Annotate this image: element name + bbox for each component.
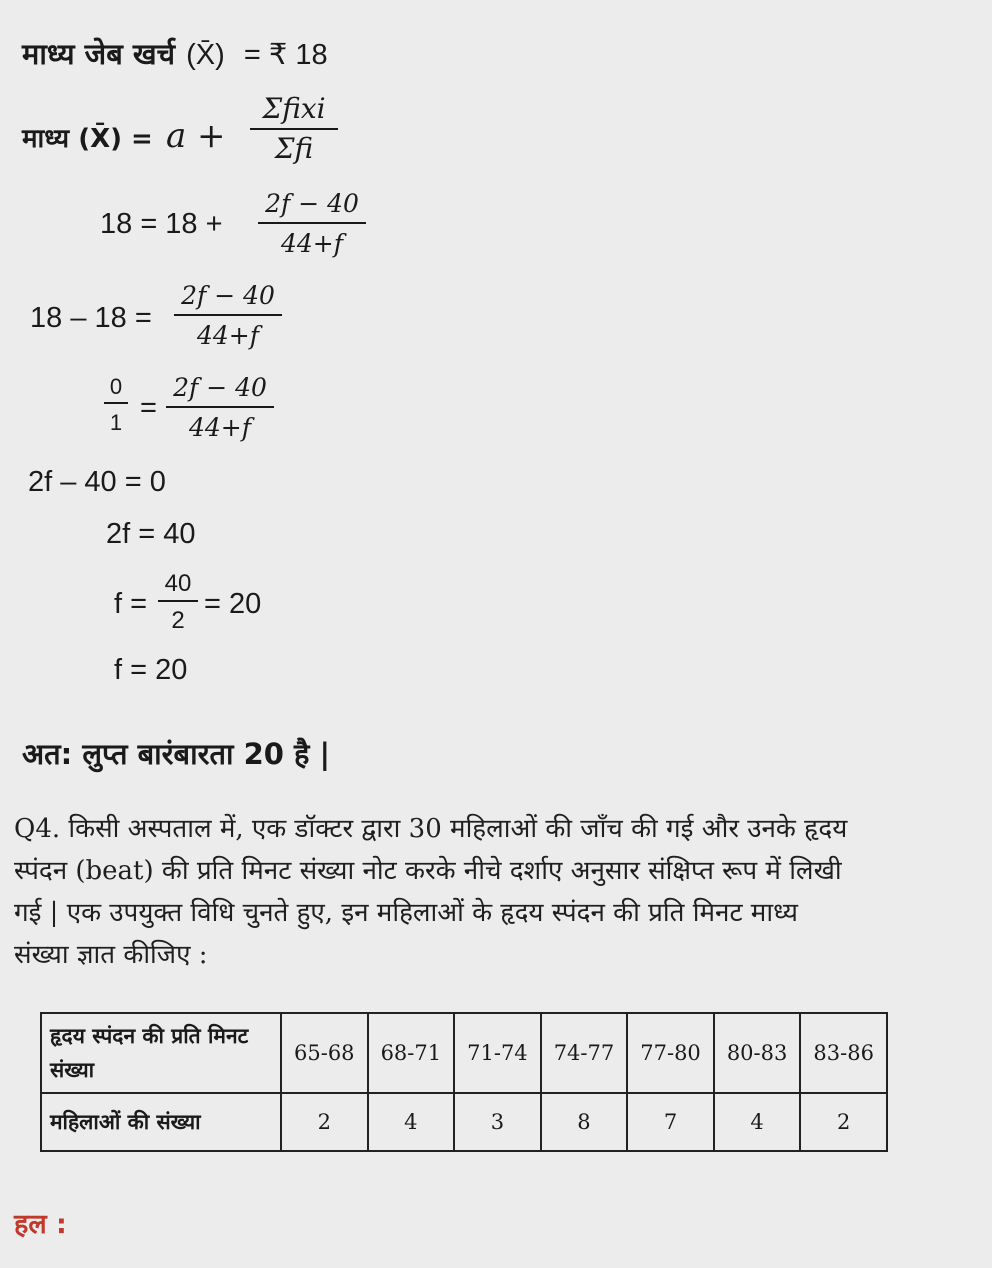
step3-numerator: 2f − 40: [173, 373, 267, 402]
step5: 2f = 40: [106, 518, 196, 550]
mean-formula-lhs: [22, 116, 226, 156]
table-row: [41, 1093, 887, 1151]
step4: 2f – 40 = 0: [28, 466, 166, 498]
mean-label: माध्य जेब खर्च: [22, 37, 175, 71]
formula-label: माध्य (X̄) =: [22, 124, 153, 154]
class-interval: 80-83: [714, 1013, 801, 1093]
frequency-cell: 2: [800, 1093, 887, 1151]
frequency-table: [40, 1012, 888, 1152]
xbar-symbol: (X̄): [186, 39, 225, 71]
step1-lhs: 18 = 18 +: [100, 208, 223, 240]
step6-numerator: 40: [164, 570, 192, 597]
step2-denominator: 44+f: [196, 321, 259, 350]
step3-left-fraction: [104, 372, 128, 442]
step6-fraction: [158, 568, 198, 640]
frequency-cell: 2: [281, 1093, 368, 1151]
class-interval: 65-68: [281, 1013, 368, 1093]
step2-numerator: 2f − 40: [181, 281, 275, 310]
question-line: संख्या ज्ञात कीजिए :: [14, 940, 208, 970]
step3-equals: =: [140, 392, 157, 424]
heartbeat-header: हृदय स्पंदन की प्रति मिनट संख्या: [41, 1013, 281, 1093]
formula-fraction: [250, 90, 338, 168]
class-interval: 68-71: [368, 1013, 455, 1093]
step1-fraction: [258, 186, 366, 264]
question-line: Q4. किसी अस्पताल में, एक डॉक्टर द्वारा 30 महिलाओं की जाँच की गई और उनके हृदय: [14, 814, 848, 844]
step3-left-numerator: 0: [109, 374, 123, 399]
class-interval: 77-80: [627, 1013, 714, 1093]
formula-numerator: Σfixi: [262, 92, 326, 125]
frequency-cell: 3: [454, 1093, 541, 1151]
step6-denominator: 2: [171, 607, 185, 634]
formula-a: a +: [165, 116, 226, 156]
question-line: स्पंदन (beat) की प्रति मिनट संख्या नोट करके नीचे दर्शाए अनुसार संक्षिप्त रूप में लिखी: [14, 856, 842, 886]
women-count-header: महिलाओं की संख्या: [41, 1093, 281, 1151]
conclusion: अत: लुप्त बारंबारता 20 है |: [22, 737, 331, 771]
frequency-cell: 8: [541, 1093, 628, 1151]
step2-fraction: [174, 278, 282, 356]
question-text: [14, 808, 847, 976]
table-row: [41, 1013, 887, 1093]
step6-rhs: = 20: [204, 588, 262, 620]
class-interval: 74-77: [541, 1013, 628, 1093]
class-interval: 83-86: [800, 1013, 887, 1093]
solution-label: हल :: [14, 1209, 67, 1240]
mean-pocket-expense-line: [22, 34, 328, 73]
mean-value: = ₹ 18: [243, 39, 328, 71]
frequency-cell: 4: [368, 1093, 455, 1151]
class-interval: 71-74: [454, 1013, 541, 1093]
step3-left-denominator: 1: [109, 410, 123, 435]
step3-denominator: 44+f: [188, 413, 251, 442]
step6-lhs: f =: [114, 588, 148, 620]
frequency-cell: 4: [714, 1093, 801, 1151]
step1-denominator: 44+f: [280, 229, 343, 258]
formula-denominator: Σfi: [274, 132, 314, 165]
question-line: गई | एक उपयुक्त विधि चुनते हुए, इन महिलाओं के हृदय स्पंदन की प्रति मिनट माध्य: [14, 898, 798, 928]
step7: f = 20: [114, 654, 188, 686]
step2-lhs: 18 – 18 =: [30, 302, 152, 334]
frequency-cell: 7: [627, 1093, 714, 1151]
step3-fraction: [166, 370, 274, 448]
step1-numerator: 2f − 40: [265, 189, 359, 218]
